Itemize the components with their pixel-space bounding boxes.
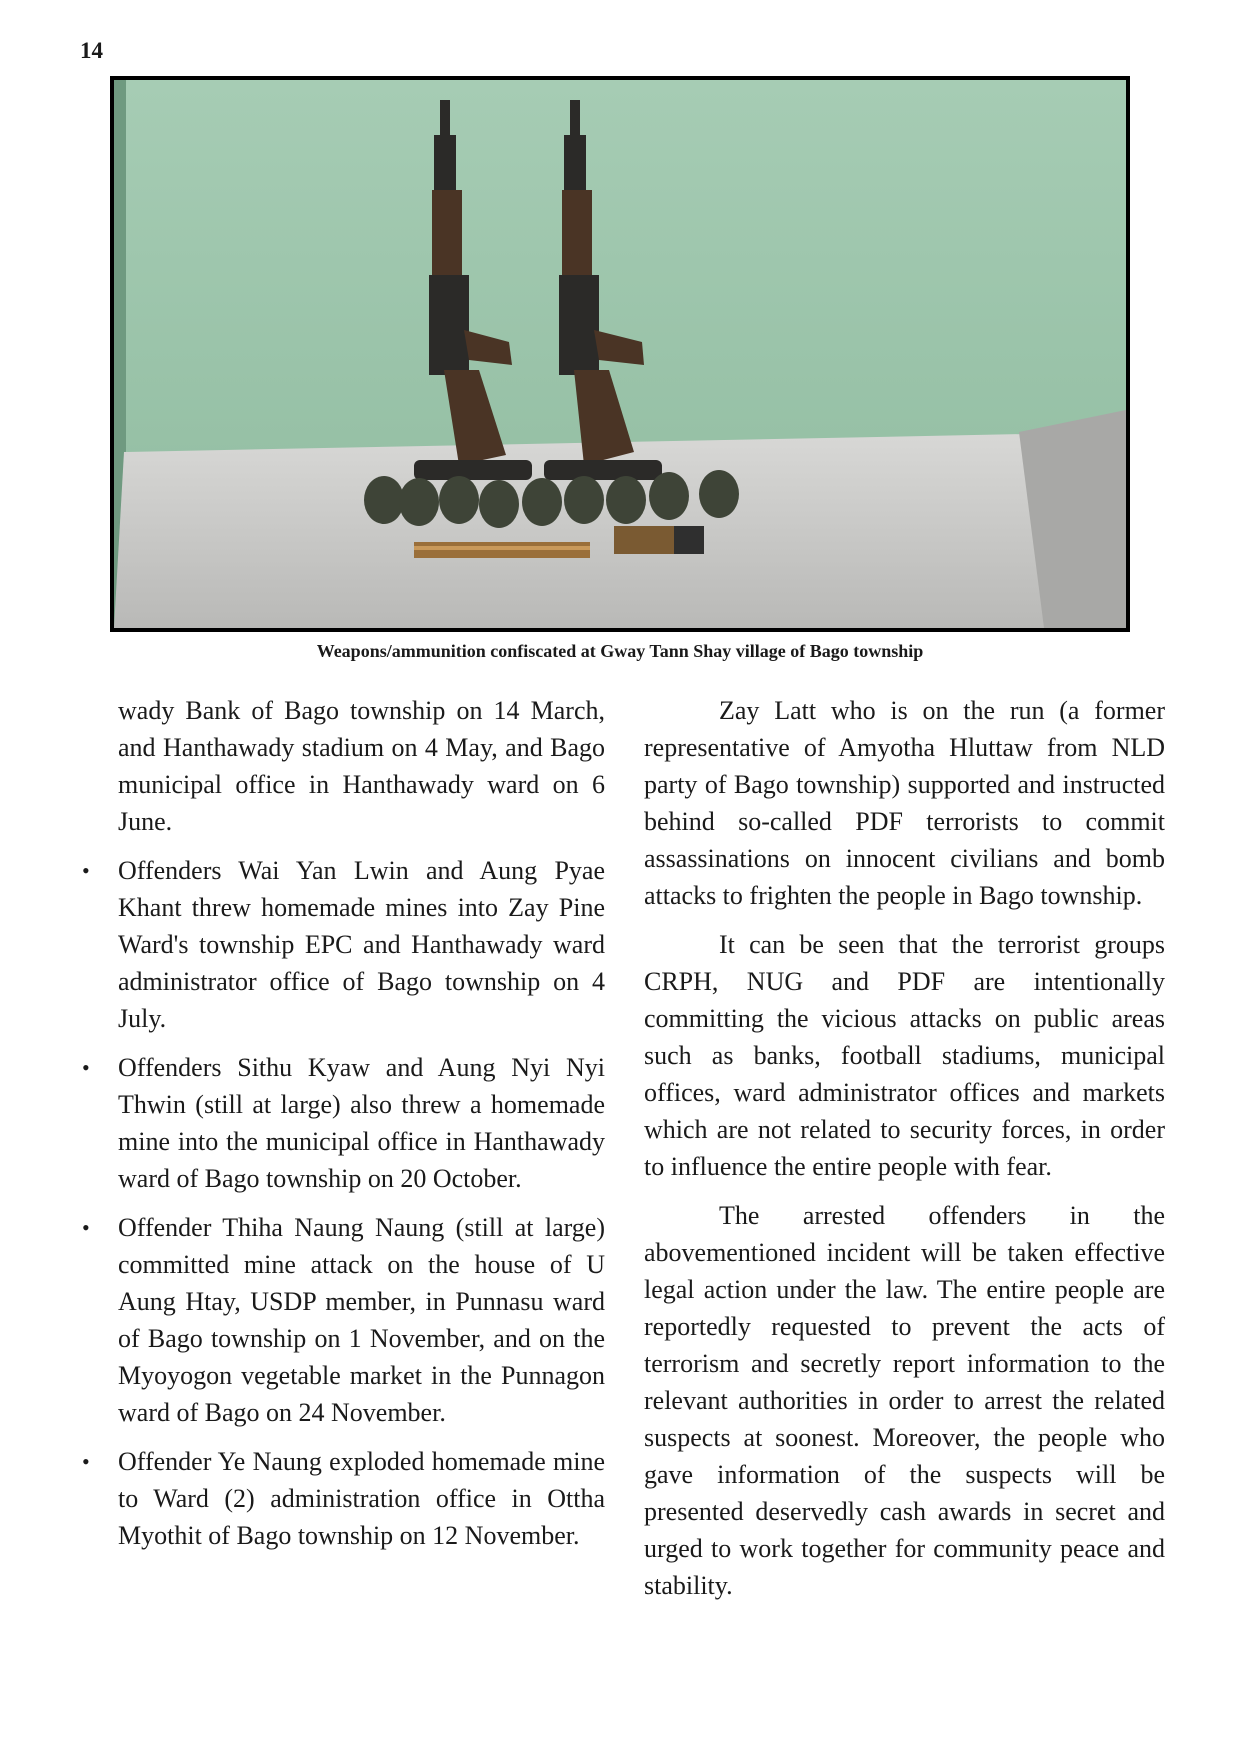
list-item-text: Offenders Wai Yan Lwin and Aung Pyae Khant threw homemade mines into Zay Pine Ward's township EPC and Hanthawady ward administrator office of Bago township on 4 July.: [118, 856, 605, 1033]
list-item: [80, 852, 605, 1037]
page-number: 14: [80, 38, 103, 63]
list-item: [80, 1209, 605, 1431]
bullet-icon: •: [82, 1449, 90, 1474]
weapons-photo: [110, 76, 1130, 632]
paragraph: The arrested offenders in the abovementioned incident will be taken effective legal action under the law. The entire people are reportedly requested to prevent the acts of terrorism and secretly report information to the relevant authorities in order to arrest the related suspects at soonest. Moreover, the people who gave information of the suspects will be presented deservedly cash awards in secret and urged to work together for community peace and stability.: [644, 1201, 1165, 1600]
list-item-text: Offenders Sithu Kyaw and Aung Nyi Nyi Thwin (still at large) also threw a homemade mine into the municipal office in Hanthawady ward of Bago township on 20 October.: [118, 1053, 605, 1193]
right-column: [644, 692, 1165, 1616]
paragraph: It can be seen that the terrorist groups CRPH, NUG and PDF are intentionally committing the vicious attacks on public areas such as banks, football stadiums, municipal offices, ward administrator offices and markets which are not related to security forces, in order to influence the entire people with fear.: [644, 930, 1165, 1181]
bullet-icon: •: [82, 1055, 90, 1080]
bullet-icon: •: [82, 858, 90, 883]
list-item-text: Offender Ye Naung exploded homemade mine to Ward (2) administration office in Ottha Myothit of Bago township on 12 November.: [118, 1447, 605, 1550]
list-item: [80, 1443, 605, 1554]
list-item-text: Offender Thiha Naung Naung (still at large) committed mine attack on the house of U Aung Htay, USDP member, in Punnasu ward of Bago township on 1 November, and on the Myoyogon vegetable market in the Punnagon ward of Bago on 24 November.: [118, 1213, 605, 1427]
list-item: [80, 1049, 605, 1197]
photo-caption: Weapons/ammunition confiscated at Gway Tann Shay village of Bago township: [316, 641, 924, 661]
bullet-icon: •: [82, 1215, 90, 1240]
offender-list: [80, 852, 605, 1554]
paragraph: Zay Latt who is on the run (a former representative of Amyotha Hluttaw from NLD party of Bago township) supported and instructed behind so-called PDF terrorists to commit assassinations on innocent civilians and bomb attacks to frighten the people in Bago township.: [644, 696, 1165, 910]
left-lead-paragraph: wady Bank of Bago township on 14 March, and Hanthawady stadium on 4 May, and Bago municipal office in Hanthawady ward on 6 June.: [118, 696, 605, 836]
left-column: [80, 692, 605, 1566]
